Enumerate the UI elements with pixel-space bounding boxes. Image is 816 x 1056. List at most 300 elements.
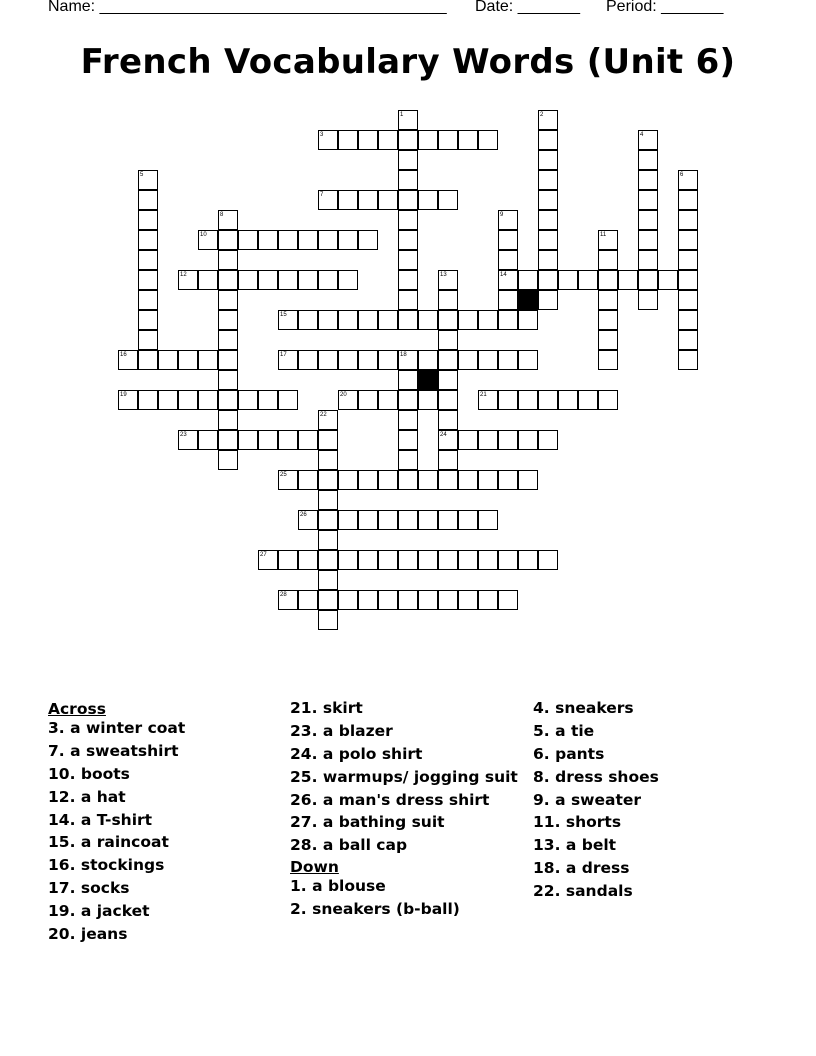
crossword-cell[interactable]: [358, 310, 378, 330]
crossword-cell[interactable]: [418, 470, 438, 490]
crossword-cell[interactable]: [398, 210, 418, 230]
clue-item: [290, 901, 520, 919]
crossword-cell[interactable]: [438, 450, 458, 470]
clue-item: [48, 926, 278, 944]
crossword-cell[interactable]: [598, 290, 618, 310]
crossword-cell[interactable]: [418, 390, 438, 410]
crossword-cell[interactable]: [378, 130, 398, 150]
crossword-cell[interactable]: [298, 590, 318, 610]
crossword-cell[interactable]: [678, 230, 698, 250]
clue-text: sandals: [565, 882, 633, 901]
crossword-cell[interactable]: [358, 230, 378, 250]
clue-text: a jacket: [80, 902, 150, 921]
crossword-cell[interactable]: [498, 230, 518, 250]
crossword-cell[interactable]: [338, 190, 358, 210]
clue-number-label: 9.: [533, 790, 550, 809]
crossword-cell[interactable]: [338, 130, 358, 150]
crossword-cell[interactable]: [378, 510, 398, 530]
crossword-cell[interactable]: [618, 270, 638, 290]
crossword-cell[interactable]: [538, 130, 558, 150]
crossword-cell[interactable]: [338, 270, 358, 290]
crossword-cell[interactable]: [338, 350, 358, 370]
crossword-cell[interactable]: [418, 350, 438, 370]
clue-number: 21: [480, 392, 487, 398]
crossword-cell[interactable]: [178, 350, 198, 370]
crossword-cell[interactable]: [358, 510, 378, 530]
clue-text: a sweatshirt: [70, 741, 179, 760]
crossword-cell[interactable]: [218, 410, 238, 430]
crossword-cell[interactable]: [338, 590, 358, 610]
crossword-cell[interactable]: [498, 290, 518, 310]
crossword-cell[interactable]: [638, 170, 658, 190]
crossword-cell[interactable]: [298, 430, 318, 450]
crossword-cell[interactable]: [598, 330, 618, 350]
crossword-cell[interactable]: [418, 130, 438, 150]
crossword-cell[interactable]: [518, 310, 538, 330]
crossword-cell[interactable]: [258, 390, 278, 410]
crossword-cell[interactable]: [438, 370, 458, 390]
crossword-cell[interactable]: [338, 230, 358, 250]
crossword-cell[interactable]: [218, 330, 238, 350]
crossword-cell[interactable]: [478, 430, 498, 450]
crossword-cell[interactable]: [678, 190, 698, 210]
crossword-cell[interactable]: [538, 270, 558, 290]
crossword-cell[interactable]: [138, 250, 158, 270]
clue-text: a winter coat: [70, 719, 186, 737]
crossword-cell[interactable]: [678, 270, 698, 290]
crossword-cell[interactable]: [138, 390, 158, 410]
crossword-cell[interactable]: [338, 310, 358, 330]
clue-text: jeans: [80, 925, 128, 944]
crossword-cell[interactable]: [218, 450, 238, 470]
clue-item: [290, 723, 520, 741]
crossword-cell[interactable]: [678, 250, 698, 270]
crossword-cell[interactable]: [238, 270, 258, 290]
crossword-cell[interactable]: [218, 270, 238, 290]
crossword-cell[interactable]: [518, 390, 538, 410]
crossword-cell[interactable]: [478, 130, 498, 150]
clue-number-label: 11.: [533, 813, 561, 832]
crossword-cell[interactable]: [438, 590, 458, 610]
down-clue-list: [290, 878, 520, 918]
clue-number: 7: [320, 192, 324, 198]
clue-column-2: [290, 700, 520, 924]
crossword-cell[interactable]: [538, 290, 558, 310]
crossword-cell[interactable]: [498, 350, 518, 370]
clue-item: [533, 700, 763, 718]
crossword-cell[interactable]: [218, 370, 238, 390]
crossword-cell[interactable]: [558, 270, 578, 290]
clue-number: 2: [540, 112, 544, 118]
clue-number-label: 19.: [48, 902, 76, 921]
crossword-cell[interactable]: [538, 150, 558, 170]
crossword-cell[interactable]: [478, 510, 498, 530]
crossword-cell[interactable]: [438, 350, 458, 370]
crossword-cell[interactable]: [318, 270, 338, 290]
crossword-cell[interactable]: [538, 210, 558, 230]
crossword-cell[interactable]: [398, 230, 418, 250]
crossword-cell[interactable]: [298, 230, 318, 250]
crossword-cell[interactable]: [438, 290, 458, 310]
clue-number: 4: [640, 132, 644, 138]
clue-number: 23: [180, 432, 187, 438]
clue-number: 1: [400, 112, 404, 118]
crossword-cell[interactable]: [358, 190, 378, 210]
crossword-cell[interactable]: [438, 310, 458, 330]
crossword-cell[interactable]: [538, 550, 558, 570]
crossword-cell[interactable]: [278, 390, 298, 410]
clue-number-label: 18.: [533, 859, 561, 878]
crossword-cell[interactable]: [638, 250, 658, 270]
crossword-cell[interactable]: [258, 430, 278, 450]
crossword-cell[interactable]: [438, 190, 458, 210]
crossword-cell[interactable]: [598, 310, 618, 330]
clue-number-label: 15.: [48, 833, 76, 852]
crossword-cell[interactable]: [398, 590, 418, 610]
clue-number-label: 3.: [48, 719, 65, 737]
crossword-cell[interactable]: [478, 470, 498, 490]
crossword-cell[interactable]: [138, 270, 158, 290]
crossword-cell[interactable]: [678, 350, 698, 370]
crossword-cell[interactable]: [418, 510, 438, 530]
crossword-cell[interactable]: [678, 310, 698, 330]
crossword-cell[interactable]: [438, 470, 458, 490]
clue-item: [290, 878, 520, 896]
clue-item: [48, 743, 278, 761]
crossword-cell[interactable]: [398, 410, 418, 430]
clue-item: [48, 834, 278, 852]
crossword-cell[interactable]: [198, 390, 218, 410]
crossword-cell[interactable]: [238, 230, 258, 250]
crossword-cell[interactable]: [318, 310, 338, 330]
crossword-cell[interactable]: [458, 130, 478, 150]
clue-number: 14: [500, 272, 507, 278]
crossword-cell[interactable]: [498, 430, 518, 450]
crossword-cell[interactable]: [398, 170, 418, 190]
crossword-cell[interactable]: [358, 390, 378, 410]
clue-item: [48, 812, 278, 830]
crossword-cell[interactable]: [398, 370, 418, 390]
crossword-cell[interactable]: [158, 390, 178, 410]
crossword-block: [418, 370, 438, 390]
crossword-cell[interactable]: [358, 550, 378, 570]
clue-number: 15: [280, 312, 287, 318]
clue-item: [533, 860, 763, 878]
crossword-cell[interactable]: [438, 550, 458, 570]
crossword-cell[interactable]: [398, 550, 418, 570]
crossword-cell[interactable]: [198, 270, 218, 290]
clue-item: [290, 700, 520, 718]
clue-number: 17: [280, 352, 287, 358]
crossword-cell[interactable]: [278, 230, 298, 250]
crossword-cell[interactable]: [518, 350, 538, 370]
crossword-cell[interactable]: [438, 130, 458, 150]
crossword-cell[interactable]: [398, 290, 418, 310]
clue-text: a dress: [565, 859, 630, 878]
crossword-cell[interactable]: [478, 350, 498, 370]
crossword-cell[interactable]: [318, 470, 338, 490]
crossword-cell[interactable]: [378, 590, 398, 610]
clue-text: a tie: [555, 721, 595, 740]
crossword-cell[interactable]: [318, 570, 338, 590]
clue-number: 27: [260, 552, 267, 558]
crossword-cell[interactable]: [638, 230, 658, 250]
crossword-cell[interactable]: [378, 470, 398, 490]
clue-text: shorts: [565, 813, 622, 832]
clue-number-label: 26.: [290, 790, 318, 809]
crossword-cell[interactable]: [678, 290, 698, 310]
crossword-cell[interactable]: [278, 550, 298, 570]
crossword-cell[interactable]: [318, 230, 338, 250]
down-heading: Down: [290, 858, 339, 877]
crossword-cell[interactable]: [318, 450, 338, 470]
crossword-cell[interactable]: [678, 210, 698, 230]
crossword-cell[interactable]: [278, 270, 298, 290]
crossword-cell[interactable]: [138, 310, 158, 330]
crossword-cell[interactable]: [238, 390, 258, 410]
crossword-cell[interactable]: [338, 470, 358, 490]
clue-text: socks: [80, 879, 130, 898]
crossword-cell[interactable]: [498, 250, 518, 270]
crossword-cell[interactable]: [378, 310, 398, 330]
crossword-cell[interactable]: [598, 270, 618, 290]
clue-number-label: 28.: [290, 836, 318, 855]
crossword-cell[interactable]: [678, 330, 698, 350]
clue-text: stockings: [80, 856, 165, 875]
clue-item: [48, 857, 278, 875]
crossword-cell[interactable]: [658, 270, 678, 290]
clue-text: boots: [80, 764, 130, 783]
crossword-cell[interactable]: [258, 270, 278, 290]
crossword-cell[interactable]: [598, 390, 618, 410]
crossword-cell[interactable]: [398, 390, 418, 410]
crossword-cell[interactable]: [198, 430, 218, 450]
crossword-cell[interactable]: [358, 130, 378, 150]
crossword-cell[interactable]: [178, 390, 198, 410]
clue-number-label: 5.: [533, 721, 550, 740]
crossword-cell[interactable]: [558, 390, 578, 410]
clue-item: [290, 746, 520, 764]
crossword-cell[interactable]: [398, 270, 418, 290]
crossword-cell[interactable]: [318, 590, 338, 610]
crossword-cell[interactable]: [378, 390, 398, 410]
crossword-cell[interactable]: [458, 310, 478, 330]
crossword-cell[interactable]: [398, 250, 418, 270]
crossword-cell[interactable]: [458, 550, 478, 570]
crossword-cell[interactable]: [218, 290, 238, 310]
crossword-cell[interactable]: [318, 350, 338, 370]
clue-text: a ball cap: [322, 836, 408, 855]
clue-number-label: 10.: [48, 764, 76, 783]
crossword-cell[interactable]: [218, 430, 238, 450]
clue-number: 5: [140, 172, 144, 178]
clue-number-label: 7.: [48, 741, 65, 760]
clue-item: [533, 814, 763, 832]
crossword-cell[interactable]: [638, 150, 658, 170]
crossword-cell[interactable]: [218, 390, 238, 410]
crossword-cell[interactable]: [218, 250, 238, 270]
crossword-cell[interactable]: [378, 350, 398, 370]
clue-number-label: 13.: [533, 836, 561, 855]
crossword-cell[interactable]: [218, 310, 238, 330]
crossword-cell[interactable]: [638, 190, 658, 210]
crossword-cell[interactable]: [418, 550, 438, 570]
crossword-cell[interactable]: [318, 490, 338, 510]
crossword-cell[interactable]: [358, 590, 378, 610]
crossword-cell[interactable]: [358, 350, 378, 370]
crossword-cell[interactable]: [318, 550, 338, 570]
crossword-cell[interactable]: [338, 510, 358, 530]
crossword-cell[interactable]: [398, 310, 418, 330]
crossword-cell[interactable]: [398, 430, 418, 450]
crossword-cell[interactable]: [298, 350, 318, 370]
crossword-cell[interactable]: [638, 210, 658, 230]
crossword-cell[interactable]: [458, 430, 478, 450]
clue-text: warmups/ jogging suit: [322, 767, 518, 786]
crossword-block: [518, 290, 538, 310]
clue-text: a blouse: [312, 877, 386, 896]
crossword-cell[interactable]: [398, 450, 418, 470]
crossword-cell[interactable]: [478, 310, 498, 330]
crossword-cell[interactable]: [318, 530, 338, 550]
crossword-cell[interactable]: [158, 350, 178, 370]
crossword-cell[interactable]: [538, 230, 558, 250]
crossword-cell[interactable]: [438, 330, 458, 350]
crossword-cell[interactable]: [538, 170, 558, 190]
crossword-cell[interactable]: [398, 510, 418, 530]
clue-number-label: 16.: [48, 856, 76, 875]
name-field[interactable]: Name: _______________________________________: [48, 0, 447, 15]
crossword-cell[interactable]: [638, 270, 658, 290]
clue-number-label: 2.: [290, 900, 307, 919]
crossword-cell[interactable]: [418, 190, 438, 210]
crossword-cell[interactable]: [378, 190, 398, 210]
clue-text: sneakers (b-ball): [312, 900, 460, 919]
clue-item: [48, 880, 278, 898]
crossword-cell[interactable]: [518, 470, 538, 490]
crossword-cell[interactable]: [258, 230, 278, 250]
crossword-cell[interactable]: [438, 410, 458, 430]
crossword-cell[interactable]: [398, 130, 418, 150]
across-clue-list-continued: [290, 700, 520, 855]
crossword-cell[interactable]: [138, 190, 158, 210]
crossword-cell[interactable]: [218, 350, 238, 370]
crossword-cell[interactable]: [538, 390, 558, 410]
crossword-cell[interactable]: [458, 590, 478, 610]
date-field[interactable]: Date: _______: [475, 0, 580, 15]
crossword-cell[interactable]: [498, 470, 518, 490]
crossword-cell[interactable]: [498, 590, 518, 610]
crossword-cell[interactable]: [398, 190, 418, 210]
crossword-cell[interactable]: [358, 470, 378, 490]
clue-number-label: 1.: [290, 877, 307, 896]
clue-number: 11: [600, 232, 607, 238]
crossword-cell[interactable]: [398, 470, 418, 490]
crossword-cell[interactable]: [298, 310, 318, 330]
crossword-cell[interactable]: [598, 350, 618, 370]
crossword-cell[interactable]: [538, 430, 558, 450]
clue-number-label: 23.: [290, 721, 318, 740]
clue-text: a hat: [80, 787, 126, 806]
crossword-cell[interactable]: [438, 390, 458, 410]
clue-number-label: 14.: [48, 810, 76, 829]
clue-column-3: [533, 700, 763, 906]
crossword-cell[interactable]: [238, 430, 258, 450]
clue-number: 22: [320, 412, 327, 418]
crossword-cell[interactable]: [138, 290, 158, 310]
clue-number: 6: [680, 172, 684, 178]
clue-number-label: 6.: [533, 744, 550, 763]
clue-number: 10: [200, 232, 207, 238]
crossword-cell[interactable]: [318, 430, 338, 450]
clue-item: [533, 792, 763, 810]
crossword-cell[interactable]: [378, 550, 398, 570]
crossword-cell[interactable]: [538, 190, 558, 210]
clue-text: a T-shirt: [80, 810, 153, 829]
crossword-cell[interactable]: [318, 610, 338, 630]
crossword-cell[interactable]: [298, 270, 318, 290]
clue-number-label: 24.: [290, 744, 318, 763]
crossword-cell[interactable]: [498, 310, 518, 330]
clue-number-label: 21.: [290, 699, 318, 717]
period-field[interactable]: Period: _______: [606, 0, 724, 15]
crossword-cell[interactable]: [638, 290, 658, 310]
crossword-cell[interactable]: [398, 150, 418, 170]
clue-number: 8: [220, 212, 224, 218]
clue-number: 13: [440, 272, 447, 278]
crossword-cell[interactable]: [518, 550, 538, 570]
crossword-cell[interactable]: [138, 210, 158, 230]
clue-number: 3: [320, 132, 324, 138]
crossword-cell[interactable]: [418, 310, 438, 330]
clue-item: [533, 883, 763, 901]
crossword-cell[interactable]: [338, 550, 358, 570]
crossword-cell[interactable]: [318, 510, 338, 530]
crossword-cell[interactable]: [578, 390, 598, 410]
clue-number: 12: [180, 272, 187, 278]
crossword-cell[interactable]: [518, 430, 538, 450]
down-clue-list-continued: [533, 700, 763, 901]
crossword-cell[interactable]: [298, 550, 318, 570]
crossword-cell[interactable]: [478, 550, 498, 570]
crossword-cell[interactable]: [278, 430, 298, 450]
crossword-cell[interactable]: [458, 350, 478, 370]
crossword-cell[interactable]: [218, 230, 238, 250]
clue-item: [48, 766, 278, 784]
crossword-cell[interactable]: [458, 510, 478, 530]
crossword-cell[interactable]: [538, 250, 558, 270]
crossword-cell[interactable]: [198, 350, 218, 370]
crossword-cell[interactable]: [498, 390, 518, 410]
crossword-cell[interactable]: [298, 470, 318, 490]
crossword-cell[interactable]: [418, 590, 438, 610]
crossword-cell[interactable]: [438, 510, 458, 530]
clue-item: [48, 903, 278, 921]
clue-text: a sweater: [555, 790, 642, 809]
crossword-cell[interactable]: [518, 270, 538, 290]
crossword-cell[interactable]: [578, 270, 598, 290]
crossword-cell[interactable]: [498, 550, 518, 570]
clue-item: [290, 792, 520, 810]
clue-text: a belt: [565, 836, 617, 855]
crossword-cell[interactable]: [458, 470, 478, 490]
crossword-cell[interactable]: [138, 330, 158, 350]
crossword-cell[interactable]: [138, 230, 158, 250]
crossword-cell[interactable]: [138, 350, 158, 370]
clue-item: [533, 769, 763, 787]
crossword-cell[interactable]: [478, 590, 498, 610]
crossword-cell[interactable]: [598, 250, 618, 270]
